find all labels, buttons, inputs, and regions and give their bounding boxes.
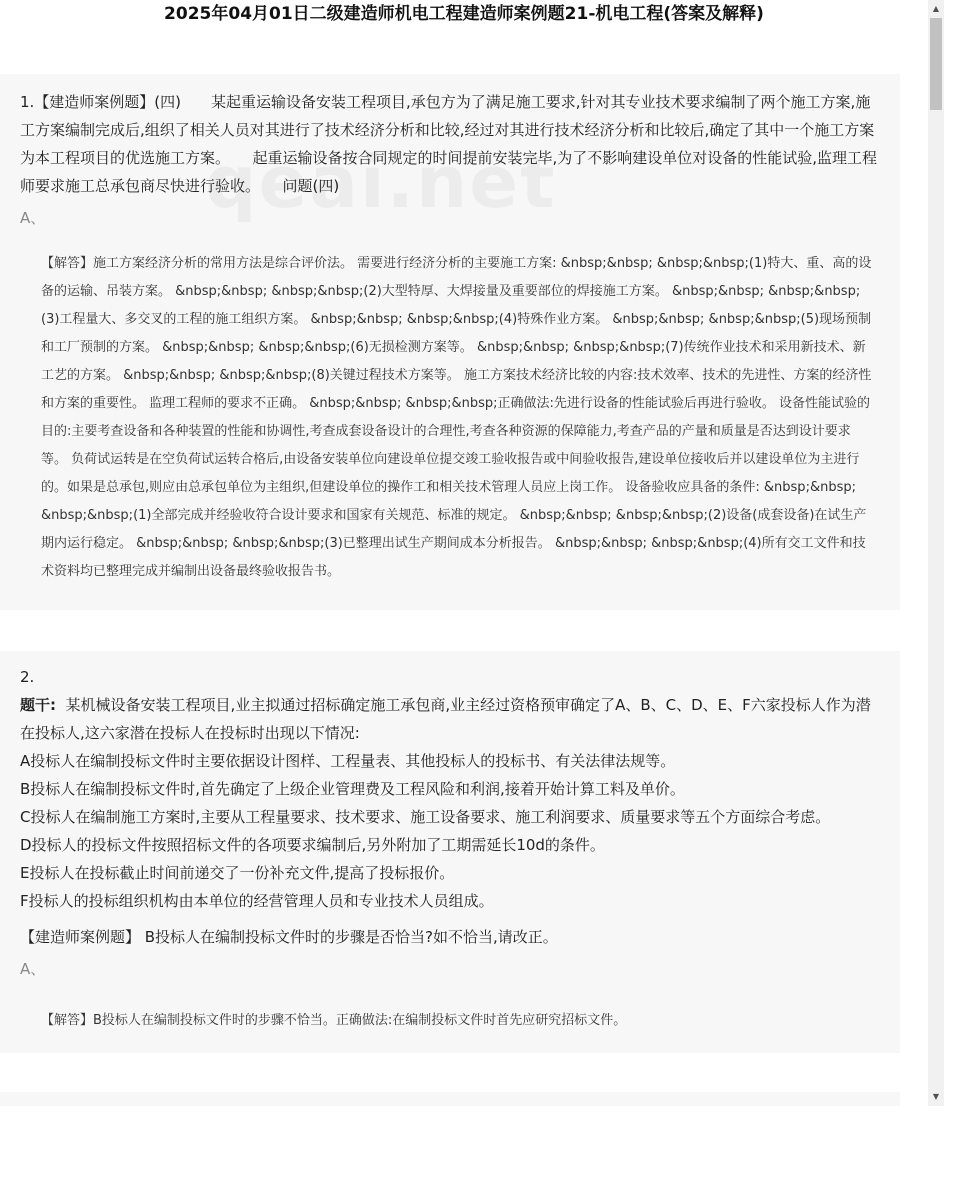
question-2-stem-intro <box>0 691 900 747</box>
question-2-stem-line: B投标人在编制投标文件时,首先确定了上级企业管理费及工程风险和利润,接着开始计算工料及单价。 <box>20 780 685 798</box>
page-title: 2025年04月01日二级建造师机电工程建造师案例题21-机电工程(答案及解释) <box>164 4 764 24</box>
vertical-scrollbar[interactable] <box>928 0 944 1106</box>
question-2-stem-line: 某机械设备安装工程项目,业主拟通过招标确定施工承包商,业主经过资格预审确定了A、B、C、D、E、F六家投标人作为潜在投标人,这六家潜在投标人在投标时出现以下情况: <box>20 696 871 742</box>
question-1-stem: 1.【建造师案例题】(四) 某起重运输设备安装工程项目,承包方为了满足施工要求,针对其专业技术要求编制了两个施工方案,施工方案编制完成后,组织了相关人员对其进行了技术经济分析和比较,经过对其进行技术经济分析和比较后,确定了其中一个施工方案为本工程项目的优选施工方案。 起重运输设备按合同规定的时间提前安装完毕,为了不影响建设单位对设备的性能试验,监理工程师要求施工总承包商尽快进行验收。 问题(四) <box>20 93 878 195</box>
scroll-up-arrow-icon[interactable]: ▲ <box>932 4 940 13</box>
question-2-answer-label: A、 <box>20 960 46 978</box>
question-2-stem-line: C投标人在编制施工方案时,主要从工程量要求、技术要求、施工设备要求、施工利润要求、质量要求等五个方面综合考虑。 <box>20 808 831 826</box>
question-2-stem-line: A投标人在编制投标文件时主要依据设计图样、工程量表、其他投标人的投标书、有关法律法规等。 <box>20 752 676 770</box>
question-1-answer-label: A、 <box>20 209 46 227</box>
question-2-question: 【建造师案例题】 B投标人在编制投标文件时的步骤是否恰当?如不恰当,请改正。 <box>20 928 558 946</box>
question-card-2 <box>0 651 900 1053</box>
question-2-stem-line: E投标人在投标截止时间前递交了一份补充文件,提高了投标报价。 <box>20 864 455 882</box>
scroll-down-arrow-icon[interactable]: ▼ <box>932 1092 940 1101</box>
question-2-stem-label: 题干: <box>20 696 56 714</box>
question-1-explanation: 【解答】施工方案经济分析的常用方法是综合评价法。 需要进行经济分析的主要施工方案: &nbsp;&nbsp; &nbsp;&nbsp;(1)特大、重、高的设备的运输、吊装方案。 &nbsp;&nbsp; &nbsp;&nbsp;(2)大型特厚、大焊接量及重要部位的焊接施工方案。 &nbsp;&nbsp; &nbsp;&nbsp;(3)工程量大、多交叉的工程的施工组织方案。 &nbsp;&nbsp; &nbsp;&nbsp;(4)特殊作业方案。 &nbsp;&nbsp; &nbsp;&nbsp;(5)现场预制和工厂预制的方案。 &nbsp;&nbsp; &nbsp;&nbsp;(6)无损检测方案等。 &nbsp;&nbsp; &nbsp;&nbsp;(7)传统作业技术和采用新技术、新工艺的方案。 &nbsp;&nbsp; &nbsp;&nbsp;(8)关键过程技术方案等。 施工方案技术经济比较的内容:技术效率、技术的先进性、方案的经济性和方案的重要性。 监理工程师的要求不正确。 &nbsp;&nbsp; &nbsp;&nbsp;正确做法:先进行设备的性能试验后再进行验收。 设备性能试验的目的:主要考查设备和各种装置的性能和协调性,考查成套设备设计的合理性,考查各种资源的保障能力,考查产品的产量和质量是否达到设计要求等。 负荷试运转是在空负荷试运转合格后,由设备安装单位向建设单位提交竣工验收报告或中间验收报告,建设单位接收后并以建设单位为主进行的。如果是总承包,则应由总承包单位为主组织,但建设单位的操作工和相关技术管理人员应上岗工作。 设备验收应具备的条件: &nbsp;&nbsp; &nbsp;&nbsp;(1)全部完成并经验收符合设计要求和国家有关规范、标准的规定。 &nbsp;&nbsp; &nbsp;&nbsp;(2)设备(成套设备)在试生产期内运行稳定。 &nbsp;&nbsp; &nbsp;&nbsp;(3)已整理出试生产期间成本分析报告。 &nbsp;&nbsp; &nbsp;&nbsp;(4)所有交工文件和技术资料均已整理完成并编制出设备最终验收报告书。 <box>41 256 872 579</box>
question-2-stem-line: F投标人的投标组织机构由本单位的经营管理人员和专业技术人员组成。 <box>20 892 494 910</box>
question-card-3 <box>0 1092 900 1106</box>
scroll-thumb[interactable] <box>930 18 942 110</box>
question-2-stem-line: D投标人的投标文件按照招标文件的各项要求编制后,另外附加了工期需延长10d的条件。 <box>20 836 605 854</box>
question-card-1 <box>0 74 900 610</box>
question-2-number: 2. <box>20 668 35 686</box>
question-2-explanation: 【解答】B投标人在编制投标文件时的步骤不恰当。正确做法:在编制投标文件时首先应研究招标文件。 <box>41 1013 627 1028</box>
